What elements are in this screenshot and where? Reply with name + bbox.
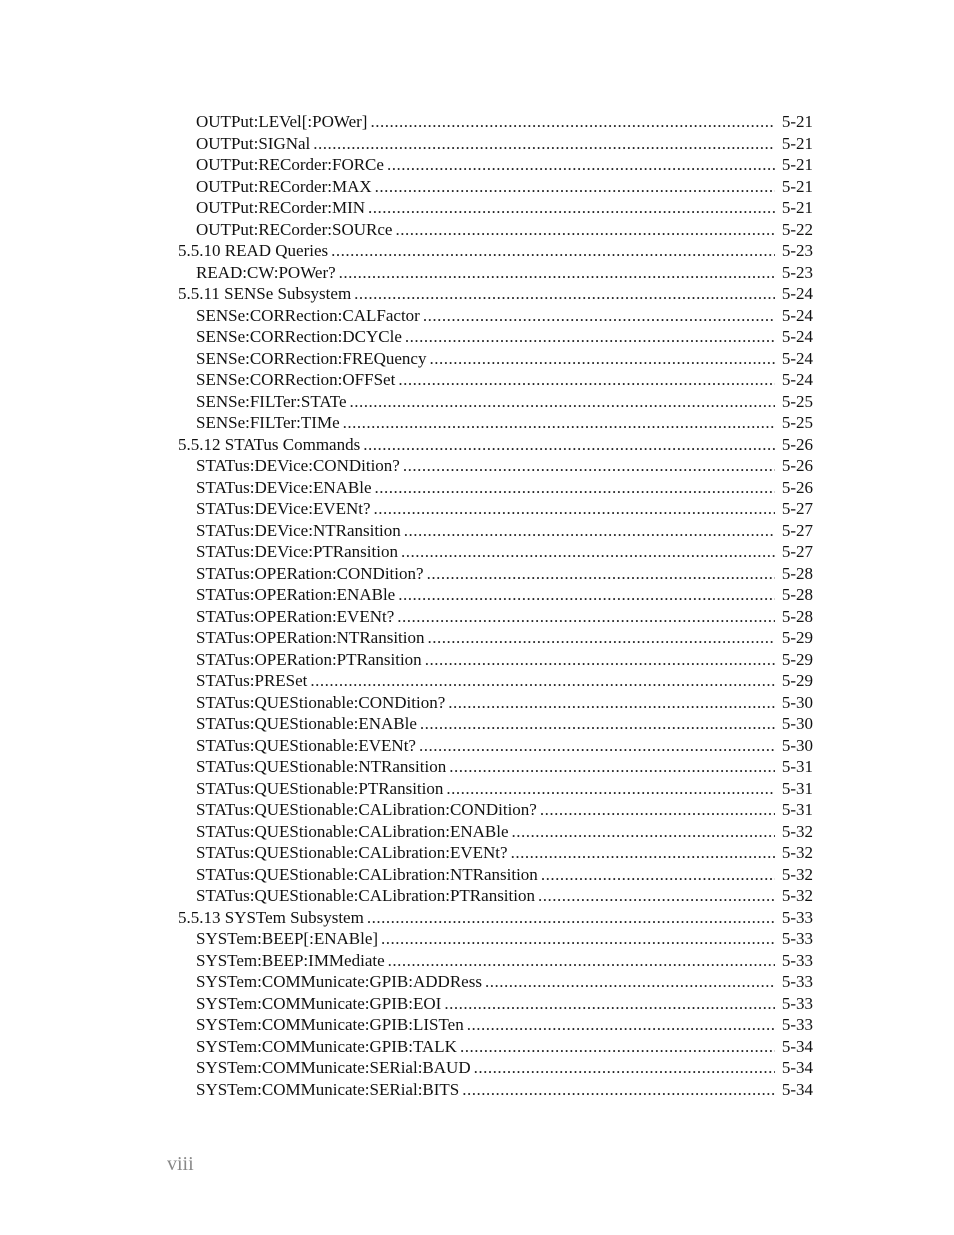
- toc-entry-page: 5-21: [781, 133, 813, 153]
- toc-entry[interactable]: [0, 498, 954, 520]
- toc-entry-title: SENSe:CORRection:CALFactor: [196, 305, 420, 325]
- toc-entry-page: 5-24: [781, 327, 813, 346]
- toc-entry[interactable]: [0, 477, 954, 499]
- toc-entry-page: 5-21: [781, 176, 813, 196]
- toc-entry[interactable]: [0, 799, 954, 821]
- toc-entry-title: 5.5.11 SENSe Subsystem: [178, 284, 352, 303]
- toc-entry-title: SYSTem:BEEP:IMMediate: [196, 950, 385, 970]
- dot-leader: [446, 778, 775, 800]
- toc-entry-page: 5-21: [781, 112, 813, 131]
- toc-entry[interactable]: [0, 262, 954, 284]
- toc-entry[interactable]: [0, 993, 954, 1015]
- toc-entry-title: SYSTem:COMMunicate:SERial:BITS: [196, 1079, 460, 1099]
- toc-entry[interactable]: [0, 563, 954, 585]
- page-number: viii: [167, 1153, 194, 1175]
- dot-leader: [428, 627, 776, 649]
- toc-entry-title: OUTPut:RECorder:FORCe: [196, 155, 384, 174]
- toc-entry-page: 5-29: [781, 649, 813, 669]
- toc-entry-title: STATus:DEVice:ENABle: [196, 477, 372, 497]
- toc-entry-title: STATus:OPERation:NTRansition: [196, 628, 425, 647]
- dot-leader: [429, 348, 775, 370]
- toc-entry[interactable]: [0, 821, 954, 843]
- toc-entry-title: OUTPut:RECorder:MAX: [196, 176, 372, 196]
- dot-leader: [540, 799, 775, 821]
- dot-leader: [375, 176, 775, 198]
- dot-leader: [343, 412, 775, 434]
- toc-entry[interactable]: [0, 326, 954, 348]
- dot-leader: [404, 520, 775, 542]
- dot-leader: [354, 283, 775, 305]
- toc-entry[interactable]: [0, 692, 954, 714]
- toc-entry-title: SYSTem:COMMunicate:SERial:BAUD: [196, 1058, 471, 1077]
- toc-entry-page: 5-29: [781, 671, 813, 690]
- toc-entry-title: SYSTem:BEEP[:ENABle]: [196, 929, 379, 948]
- toc-entry-title: STATus:OPERation:PTRansition: [196, 649, 422, 669]
- toc-entry-page: 5-25: [781, 413, 813, 432]
- toc-entry-page: 5-33: [781, 993, 813, 1013]
- dot-leader: [449, 756, 775, 778]
- toc-entry-page: 5-30: [781, 735, 813, 755]
- dot-leader: [387, 154, 775, 176]
- toc-entry-page: 5-30: [781, 692, 813, 712]
- toc-entry-title: STATus:PRESet: [196, 671, 308, 690]
- dot-leader: [538, 885, 775, 907]
- dot-leader: [427, 563, 775, 585]
- dot-leader: [444, 993, 775, 1015]
- toc-entry[interactable]: [0, 584, 954, 606]
- toc-entry[interactable]: [0, 842, 954, 864]
- dot-leader: [388, 950, 775, 972]
- toc-entry[interactable]: [0, 864, 954, 886]
- toc-entry[interactable]: [0, 1057, 954, 1079]
- toc-entry-title: 5.5.13 SYSTem Subsystem: [178, 907, 364, 927]
- dot-leader: [375, 477, 776, 499]
- dot-leader: [395, 219, 775, 241]
- toc-entry-title: STATus:DEVice:NTRansition: [196, 520, 401, 540]
- toc-entry-page: 5-28: [781, 585, 813, 604]
- toc-entry-page: 5-24: [781, 284, 813, 303]
- toc-entry-page: 5-26: [781, 456, 813, 475]
- toc-entry[interactable]: [0, 950, 954, 972]
- toc-entry-page: 5-33: [781, 950, 813, 970]
- dot-leader: [405, 326, 775, 348]
- toc-entry[interactable]: [0, 971, 954, 993]
- dot-leader: [485, 971, 775, 993]
- toc-entry[interactable]: [0, 348, 954, 370]
- toc-entry-page: 5-24: [781, 348, 813, 368]
- toc-entry[interactable]: [0, 197, 954, 219]
- toc-entry-title: STATus:QUEStionable:CALibration:ENABle: [196, 821, 509, 841]
- dot-leader: [397, 606, 775, 628]
- toc-entry-title: STATus:QUEStionable:EVENt?: [196, 735, 416, 755]
- toc-entry-title: SYSTem:COMMunicate:GPIB:LISTen: [196, 1015, 464, 1034]
- toc-entry[interactable]: [0, 541, 954, 563]
- toc-entry-title: READ:CW:POWer?: [196, 262, 336, 282]
- dot-leader: [398, 584, 775, 606]
- toc-entry-title: STATus:DEVice:PTRansition: [196, 542, 398, 561]
- dot-leader: [423, 305, 775, 327]
- toc-entry-title: STATus:DEVice:EVENt?: [196, 499, 371, 518]
- toc-entry-page: 5-31: [781, 778, 813, 798]
- toc-entry[interactable]: [0, 713, 954, 735]
- toc-entry[interactable]: [0, 1036, 954, 1058]
- dot-leader: [448, 692, 775, 714]
- toc-entry-title: STATus:QUEStionable:CALibration:CONDition?: [196, 800, 537, 819]
- toc-entry[interactable]: [0, 606, 954, 628]
- toc-entry-page: 5-34: [781, 1036, 813, 1056]
- toc-entry-page: 5-33: [781, 1015, 813, 1034]
- toc-entry-page: 5-33: [781, 929, 813, 948]
- toc-entry-page: 5-27: [781, 520, 813, 540]
- toc-entry-page: 5-24: [781, 305, 813, 325]
- toc-entry-page: 5-21: [781, 155, 813, 174]
- dot-leader: [467, 1014, 775, 1036]
- toc-entry-page: 5-24: [781, 370, 813, 389]
- toc-entry-title: STATus:OPERation:EVENt?: [196, 606, 395, 626]
- dot-leader: [474, 1057, 775, 1079]
- toc-entry-page: 5-22: [781, 219, 813, 239]
- dot-leader: [381, 928, 775, 950]
- toc-entry-page: 5-30: [781, 714, 813, 733]
- dot-leader: [460, 1036, 775, 1058]
- toc-entry-title: OUTPut:LEVel[:POWer]: [196, 112, 368, 131]
- dot-leader: [363, 434, 775, 456]
- toc-entry-title: STATus:QUEStionable:CALibration:EVENt?: [196, 843, 508, 862]
- toc-entry-page: 5-32: [781, 821, 813, 841]
- toc-entry-page: 5-31: [781, 800, 813, 819]
- toc-entry[interactable]: [0, 133, 954, 155]
- toc-entry-page: 5-26: [781, 434, 813, 454]
- toc-entry-title: SYSTem:COMMunicate:GPIB:ADDRess: [196, 972, 482, 991]
- toc-entry[interactable]: [0, 778, 954, 800]
- toc-entry-title: SENSe:CORRection:OFFSet: [196, 370, 396, 389]
- dot-leader: [313, 133, 775, 155]
- toc-entry[interactable]: [0, 1014, 954, 1036]
- toc-section-entry[interactable]: [0, 240, 954, 262]
- toc-entry-title: STATus:QUEStionable:CONDition?: [196, 692, 446, 712]
- toc-entry-page: 5-33: [781, 907, 813, 927]
- toc-entry[interactable]: [0, 176, 954, 198]
- toc-entry[interactable]: [0, 627, 954, 649]
- toc-entry-page: 5-32: [781, 843, 813, 862]
- toc-entry[interactable]: [0, 219, 954, 241]
- toc-entry-title: STATus:OPERation:ENABle: [196, 585, 396, 604]
- toc-section-entry[interactable]: [0, 283, 954, 305]
- dot-leader: [350, 391, 775, 413]
- dot-leader: [339, 262, 775, 284]
- dot-leader: [331, 240, 775, 262]
- toc-entry[interactable]: [0, 756, 954, 778]
- toc-entry-title: 5.5.12 STATus Commands: [178, 434, 361, 454]
- toc-entry-page: 5-31: [781, 757, 813, 776]
- toc-entry-page: 5-29: [781, 628, 813, 647]
- toc-section-entry[interactable]: [0, 434, 954, 456]
- dot-leader: [425, 649, 775, 671]
- dot-leader: [403, 455, 775, 477]
- toc-entry-title: SENSe:FILTer:STATe: [196, 391, 347, 411]
- toc-entry-page: 5-27: [781, 542, 813, 561]
- toc-entry-page: 5-28: [781, 563, 813, 583]
- dot-leader: [398, 369, 775, 391]
- toc-entry-title: STATus:QUEStionable:CALibration:PTRansition: [196, 886, 535, 905]
- toc-entry-title: STATus:DEVice:CONDition?: [196, 456, 400, 475]
- toc-entry[interactable]: [0, 305, 954, 327]
- toc-entry-title: OUTPut:RECorder:MIN: [196, 198, 366, 217]
- toc-entry[interactable]: [0, 111, 954, 133]
- toc-entry[interactable]: [0, 369, 954, 391]
- toc-entry-page: 5-34: [781, 1058, 813, 1077]
- toc-entry[interactable]: [0, 412, 954, 434]
- dot-leader: [368, 197, 775, 219]
- toc-entry-title: OUTPut:RECorder:SOURce: [196, 219, 393, 239]
- dot-leader: [511, 842, 775, 864]
- toc-entry-page: 5-21: [781, 198, 813, 217]
- dot-leader: [310, 670, 775, 692]
- toc-entry[interactable]: [0, 928, 954, 950]
- toc-entry-page: 5-28: [781, 606, 813, 626]
- toc-entry[interactable]: [0, 520, 954, 542]
- toc-entry-title: SENSe:CORRection:DCYCle: [196, 327, 402, 346]
- toc-entry-page: 5-32: [781, 886, 813, 905]
- toc-entry-page: 5-23: [781, 262, 813, 282]
- table-of-contents: [0, 111, 954, 1100]
- dot-leader: [512, 821, 775, 843]
- toc-entry-title: STATus:OPERation:CONDition?: [196, 563, 424, 583]
- toc-entry-page: 5-26: [781, 477, 813, 497]
- toc-entry-title: STATus:QUEStionable:CALibration:NTRansition: [196, 864, 538, 884]
- toc-entry-page: 5-33: [781, 972, 813, 991]
- dot-leader: [367, 907, 775, 929]
- toc-entry[interactable]: [0, 455, 954, 477]
- dot-leader: [401, 541, 775, 563]
- toc-entry[interactable]: [0, 885, 954, 907]
- dot-leader: [374, 498, 775, 520]
- toc-section-entry[interactable]: [0, 907, 954, 929]
- toc-entry[interactable]: [0, 670, 954, 692]
- dot-leader: [541, 864, 775, 886]
- dot-leader: [462, 1079, 775, 1101]
- dot-leader: [420, 713, 775, 735]
- toc-entry-title: STATus:QUEStionable:ENABle: [196, 714, 417, 733]
- toc-entry-page: 5-27: [781, 499, 813, 518]
- toc-entry[interactable]: [0, 649, 954, 671]
- dot-leader: [370, 111, 775, 133]
- toc-entry-title: SENSe:CORRection:FREQuency: [196, 348, 427, 368]
- toc-entry[interactable]: [0, 1079, 954, 1101]
- toc-entry-title: STATus:QUEStionable:NTRansition: [196, 757, 447, 776]
- toc-entry[interactable]: [0, 154, 954, 176]
- dot-leader: [419, 735, 775, 757]
- toc-entry-page: 5-23: [781, 241, 813, 260]
- toc-entry-title: SYSTem:COMMunicate:GPIB:EOI: [196, 993, 442, 1013]
- toc-entry[interactable]: [0, 391, 954, 413]
- toc-entry-page: 5-32: [781, 864, 813, 884]
- toc-entry-title: 5.5.10 READ Queries: [178, 241, 329, 260]
- toc-entry-page: 5-25: [781, 391, 813, 411]
- toc-entry-title: SYSTem:COMMunicate:GPIB:TALK: [196, 1036, 457, 1056]
- toc-entry-title: SENSe:FILTer:TIMe: [196, 413, 340, 432]
- toc-entry-title: STATus:QUEStionable:PTRansition: [196, 778, 444, 798]
- toc-entry-title: OUTPut:SIGNal: [196, 133, 311, 153]
- toc-entry-page: 5-34: [781, 1079, 813, 1099]
- toc-entry[interactable]: [0, 735, 954, 757]
